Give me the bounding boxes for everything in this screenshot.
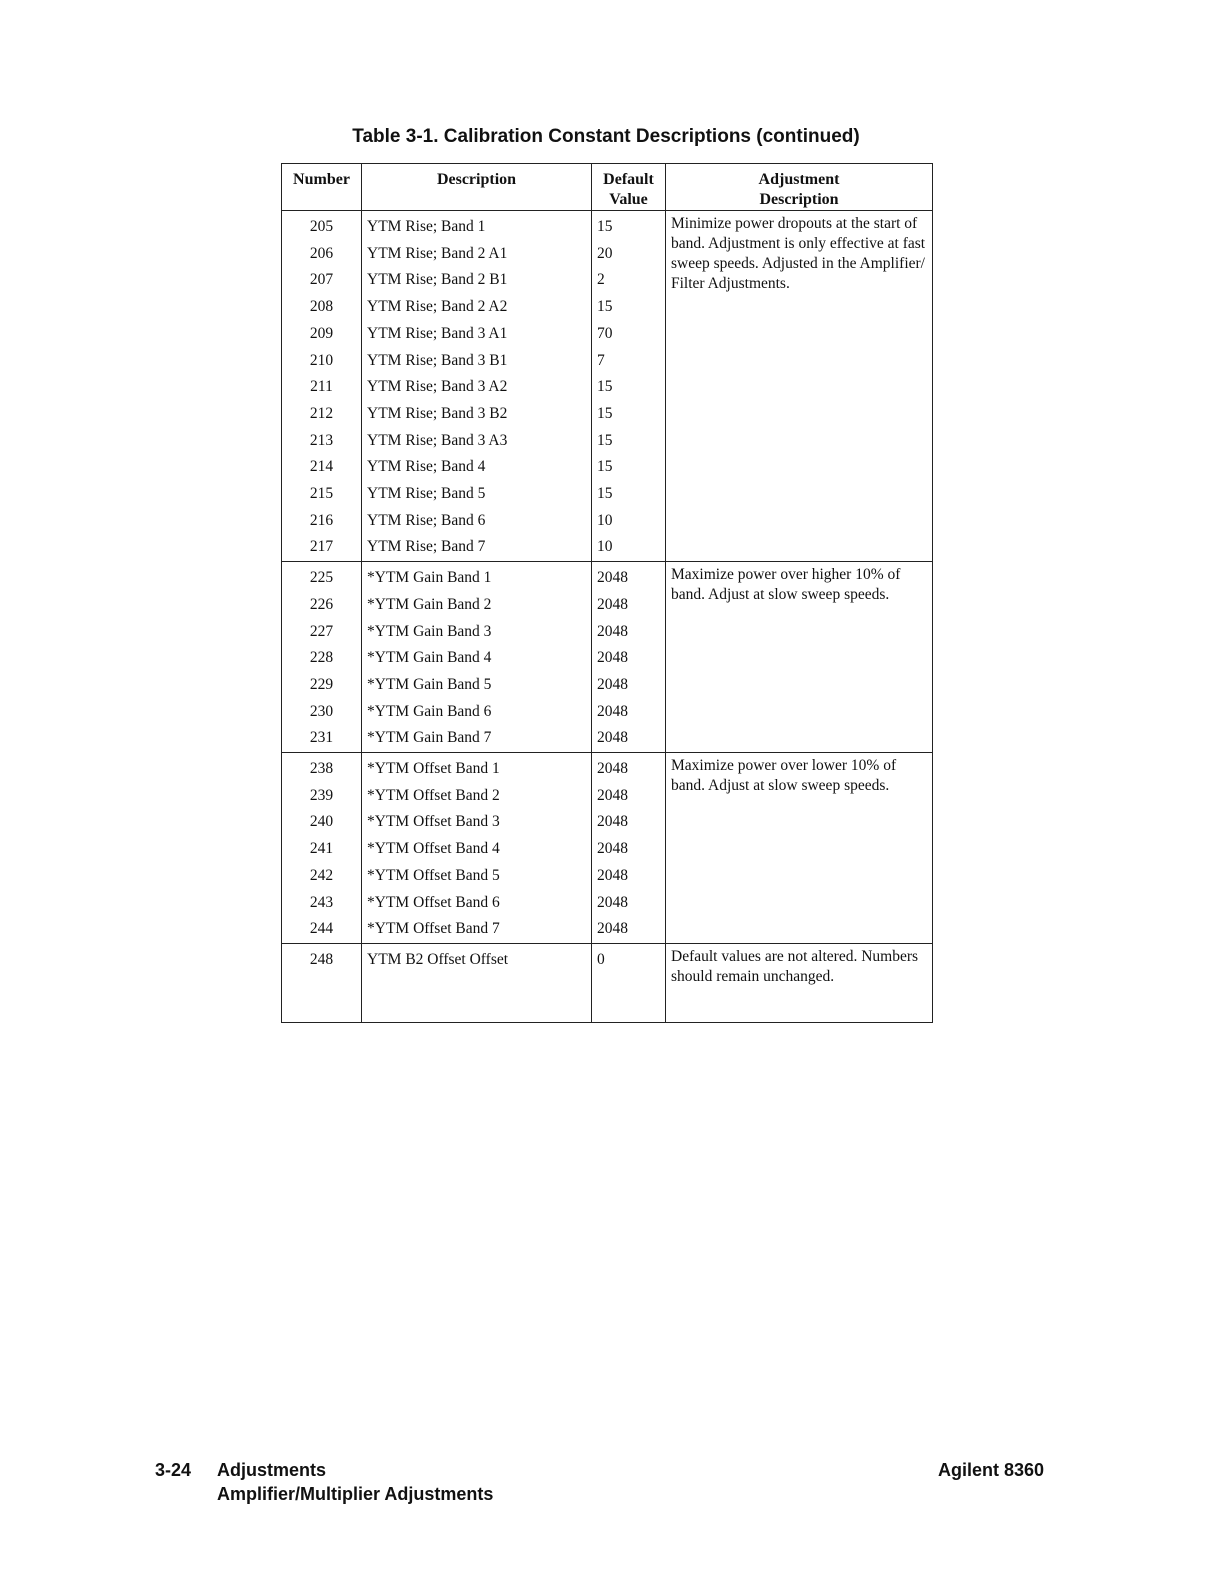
constant-description: YTM Rise; Band 3 A2 xyxy=(362,374,592,401)
constant-number: 206 xyxy=(282,241,362,268)
header-adjustment-line1: Adjustment xyxy=(758,171,840,188)
header-adjustment-line2: Description xyxy=(759,191,839,208)
default-value: 15 xyxy=(592,481,666,508)
constant-number: 238 xyxy=(282,753,362,783)
constant-number: 215 xyxy=(282,481,362,508)
constant-description: *YTM Gain Band 4 xyxy=(362,645,592,672)
default-value: 2048 xyxy=(592,863,666,890)
table-row xyxy=(282,211,933,241)
constant-number: 240 xyxy=(282,809,362,836)
table-row xyxy=(282,943,933,1022)
header-default-line2: Value xyxy=(609,191,648,208)
constant-description: YTM Rise; Band 1 xyxy=(362,211,592,241)
constant-number: 207 xyxy=(282,267,362,294)
constant-number: 226 xyxy=(282,592,362,619)
constant-number: 241 xyxy=(282,836,362,863)
default-value: 2048 xyxy=(592,753,666,783)
default-value: 2048 xyxy=(592,725,666,752)
constant-description: *YTM Gain Band 5 xyxy=(362,672,592,699)
constant-number: 243 xyxy=(282,890,362,917)
table-header xyxy=(282,164,933,211)
constant-description: YTM Rise; Band 4 xyxy=(362,454,592,481)
default-value: 2048 xyxy=(592,916,666,943)
default-value: 20 xyxy=(592,241,666,268)
constant-number: 205 xyxy=(282,211,362,241)
constant-number: 212 xyxy=(282,401,362,428)
table-group xyxy=(282,943,933,1022)
constant-description: YTM Rise; Band 3 B1 xyxy=(362,348,592,375)
default-value: 15 xyxy=(592,401,666,428)
adjustment-description: Default values are not altered. Numbers should remain unchanged. xyxy=(666,943,933,1022)
constant-number: 242 xyxy=(282,863,362,890)
constant-description: *YTM Offset Band 3 xyxy=(362,809,592,836)
constant-description: YTM Rise; Band 5 xyxy=(362,481,592,508)
footer-subsection: Amplifier/Multiplier Adjustments xyxy=(217,1484,494,1504)
default-value: 15 xyxy=(592,374,666,401)
table-row xyxy=(282,562,933,592)
constant-number: 208 xyxy=(282,294,362,321)
default-value: 15 xyxy=(592,294,666,321)
constant-number: 214 xyxy=(282,454,362,481)
constant-description: *YTM Offset Band 1 xyxy=(362,753,592,783)
default-value: 2048 xyxy=(592,890,666,917)
header-default-line1: Default xyxy=(603,171,654,188)
constant-number: 228 xyxy=(282,645,362,672)
constant-description: YTM Rise; Band 3 A1 xyxy=(362,321,592,348)
constant-number: 239 xyxy=(282,783,362,810)
header-number xyxy=(282,164,362,211)
constant-number: 209 xyxy=(282,321,362,348)
constant-number: 230 xyxy=(282,699,362,726)
constant-description: *YTM Offset Band 6 xyxy=(362,890,592,917)
constant-number: 248 xyxy=(282,943,362,1022)
constant-number: 244 xyxy=(282,916,362,943)
constant-description: YTM Rise; Band 3 B2 xyxy=(362,401,592,428)
table-group xyxy=(282,562,933,753)
default-value: 2 xyxy=(592,267,666,294)
constant-number: 229 xyxy=(282,672,362,699)
constant-description: *YTM Gain Band 7 xyxy=(362,725,592,752)
constant-number: 216 xyxy=(282,508,362,535)
constant-description: YTM Rise; Band 7 xyxy=(362,534,592,561)
adjustment-description: Maximize power over lower 10% of band. Adjust at slow sweep speeds. xyxy=(666,753,933,944)
constant-description: YTM Rise; Band 3 A3 xyxy=(362,428,592,455)
constant-number: 210 xyxy=(282,348,362,375)
table-title: Table 3-1. Calibration Constant Descriptions (continued) xyxy=(352,126,860,147)
constant-number: 213 xyxy=(282,428,362,455)
constant-description: YTM B2 Offset Offset xyxy=(362,943,592,1022)
constant-description: *YTM Offset Band 4 xyxy=(362,836,592,863)
constant-description: *YTM Gain Band 6 xyxy=(362,699,592,726)
default-value: 2048 xyxy=(592,836,666,863)
default-value: 15 xyxy=(592,211,666,241)
header-description-label: Description xyxy=(436,171,517,188)
constant-number: 225 xyxy=(282,562,362,592)
default-value: 15 xyxy=(592,428,666,455)
default-value: 2048 xyxy=(592,809,666,836)
default-value: 2048 xyxy=(592,672,666,699)
default-value: 70 xyxy=(592,321,666,348)
header-adjustment-description xyxy=(666,164,933,211)
default-value: 2048 xyxy=(592,619,666,646)
page-number: 3-24 xyxy=(155,1460,192,1480)
default-value: 15 xyxy=(592,454,666,481)
constant-number: 227 xyxy=(282,619,362,646)
constant-description: *YTM Gain Band 1 xyxy=(362,562,592,592)
header-number-label: Number xyxy=(293,171,350,188)
footer-section: Adjustments xyxy=(217,1460,327,1480)
default-value: 10 xyxy=(592,508,666,535)
default-value: 2048 xyxy=(592,645,666,672)
default-value: 2048 xyxy=(592,562,666,592)
constant-description: *YTM Offset Band 2 xyxy=(362,783,592,810)
constant-number: 231 xyxy=(282,725,362,752)
table-group xyxy=(282,211,933,562)
constant-description: *YTM Offset Band 7 xyxy=(362,916,592,943)
constant-description: *YTM Gain Band 3 xyxy=(362,619,592,646)
default-value: 2048 xyxy=(592,699,666,726)
default-value: 2048 xyxy=(592,592,666,619)
constant-description: YTM Rise; Band 2 B1 xyxy=(362,267,592,294)
header-default-value xyxy=(592,164,666,211)
adjustment-description: Minimize power dropouts at the start of band. Adjustment is only effective at fast sweep speeds. Adjusted in the Amplifier/ Filter Adjustments. xyxy=(666,211,933,562)
constant-number: 217 xyxy=(282,534,362,561)
table-row xyxy=(282,753,933,783)
constant-description: *YTM Gain Band 2 xyxy=(362,592,592,619)
header-description xyxy=(362,164,592,211)
constant-number: 211 xyxy=(282,374,362,401)
adjustment-description: Maximize power over higher 10% of band. Adjust at slow sweep speeds. xyxy=(666,562,933,753)
constant-description: YTM Rise; Band 6 xyxy=(362,508,592,535)
calibration-constants-table xyxy=(281,163,933,1023)
default-value: 7 xyxy=(592,348,666,375)
constant-description: *YTM Offset Band 5 xyxy=(362,863,592,890)
table-group xyxy=(282,753,933,944)
constant-description: YTM Rise; Band 2 A2 xyxy=(362,294,592,321)
default-value: 0 xyxy=(592,943,666,1022)
constant-description: YTM Rise; Band 2 A1 xyxy=(362,241,592,268)
default-value: 2048 xyxy=(592,783,666,810)
default-value: 10 xyxy=(592,534,666,561)
footer-product: Agilent 8360 xyxy=(938,1460,1045,1480)
